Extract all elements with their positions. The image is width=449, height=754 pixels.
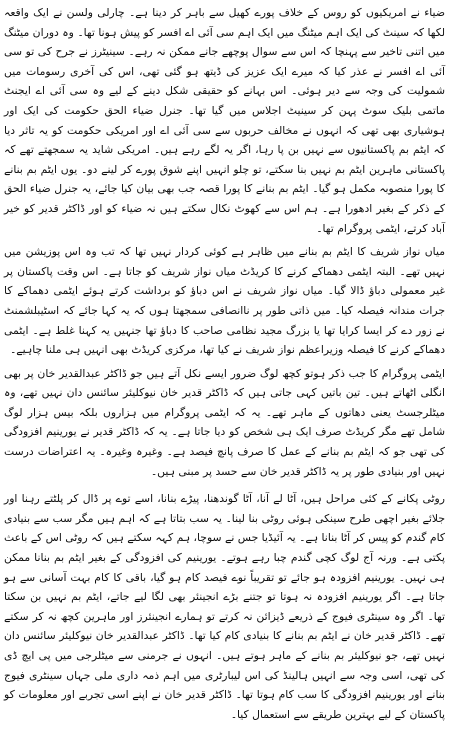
- paragraph: ضیاء نے امریکیوں کو روس کے خلاف پورے کھیل سے باہر کر دینا ہے۔ چارلی ولسن نے ایک واقعہ لکھا کہ سینٹ کی ایک اہم میٹنگ میں ایک اہم سی آئی اے افسر کو پیش ہونا تھا۔ وہ دوران میٹنگ میں اتنی تاخیر سے پہنچا کہ اس سے سوال پوچھے جانے ممکن نہ رہے۔ سینیٹرز نے جرح کی تو سی آئی اے افسر نے عذر کیا کہ میرے ایک عزیز کی ڈیتھ ہو گئی تھی، اس کی آخری رسومات میں شمولیت کی وجہ سے دیر ہوئی۔ اس بہانے کو حقیقی شکل دینے کے لیے وہ سی آئی اے ایجنٹ ماتمی بلیک سوٹ پہن کر سینیٹ اجلاس میں گیا تھا۔ جنرل ضیاء الحق حکومت کی ایک اور ہوشیاری بھی تھی کہ انہوں نے مخالف حربوں سے سی آئی اے اور امریکی حکومت کو یہ تاثر دیا کہ ایٹم بم پاکستانیوں سے نہیں بن پا رہا، اگر یہ لگے رہے ہیں۔ امریکی شاید یہ سمجھتے تھے کہ پاکستانی ماہرین ایٹم بم نہیں بنا سکتے، تو چلو انہیں اپنے شوق پورے کر لینے دو۔ یوں ایٹم بم بنانے کا پورا منصوبہ مکمل ہو گیا۔ ایٹم بم بنانے کا پورا قصہ جب بھی بیان کیا جائے، یہ جنرل ضیاء الحق کے ذکر کے بغیر ادھورا ہے۔ ہم اس سے کھوٹ نکال سکتے ہیں نہ ضیاء کو اور ڈاکٹر قدیر کو خیر آباد کرتے، ایٹمی پروگرام تھا۔: [4, 6, 445, 235]
- paragraph: روٹی پکانے کے کئی مراحل ہیں، آٹا لے آنا، آٹا گوندھنا، پیڑے بنانا، اسے توے پر ڈال کر پلٹتے رہنا اور جلائے بغیر اچھی طرح سینکی ہوئی روٹی بنا لینا۔ یہ سب بتاتا ہے کہ اہم ہیں مگر سب سے بنیادی کام گندم کو پیس کر آٹا بنانا ہے۔ یہ آئیڈیا جس نے سوچا، ہم کہہ سکتے ہیں کہ روٹی اس کے باعث پکتی ہے۔ ورنہ آج لوگ کچی گندم چبا رہے ہوتے۔ یورینیم کی افزودگی کے بغیر ایٹم بم بنانا ممکن ہی نہیں۔ یورینیم افزودہ ہو جائے تو تقریباً نوے فیصد کام ہو گیا، باقی کا کام بہت آسانی سے ہو جاتا ہے۔ اگر یورینیم افزودہ نہ ہوتا تو جتنے بڑے انجینئر بھی لگا لیے جاتے، ایٹم بم نہیں بن سکتا تھا۔ اگر وہ سینٹری فیوج کے ذریعے ڈیزائن نہ کرتے تو ہمارے انجینئرز اور ماہرین کچھ نہ کر سکتے تھے۔ ڈاکٹر قدیر خان نے ایٹم بم بنانے کا بنیادی کام کیا تھا۔ ڈاکٹر عبدالقدیر خان نیوکلیئر سائنس دان نہیں تھے، جو نیوکلیئر بم بنانے کے ماہر ہوتے ہیں۔ انہوں نے جرمنی سے میٹلرجی میں پی ایچ ڈی کی تھی، اسی وجہ سے انہیں ہالینڈ کی اس لیبارٹری میں اہم ذمہ داری ملی جہاں سینٹری فیوج بنانے اور یورینیم افزودگی کا سب کام ہوتا تھا۔ ڈاکٹر قدیر خان نے اپنے اسی تجربے اور معلومات کو پاکستان کے لیے بہترین طریقے سے استعمال کیا۔: [4, 492, 445, 721]
- paragraph: ایٹمی پروگرام کا جب ذکر ہوتو کچھ لوگ ضرور ایسے نکل آتے ہیں جو ڈاکٹر عبدالقدیر خان پر بھی انگلی اٹھاتے ہیں۔ تین باتیں کہی جاتی ہیں کہ ڈاکٹر قدیر خان نیوکلیئر سائنس دان نہیں تھے، وہ میٹلرجسٹ یعنی دھاتوں کے ماہر تھے۔ یہ کہ ایٹمی پروگرام میں ہزاروں بلکہ بیس ہزار لوگ شامل تھے مگر کریڈٹ صرف ایک ہی شخص کو دیا جاتا ہے۔ یہ کہ ڈاکٹر قدیر نے یورینیم افزودگی کی تھی جو کہ ایٹم بم بنانے کے عمل کا صرف پانچ فیصد ہے۔ وغیرہ وغیرہ۔ یہ اعتراضات درست نہیں اور بنیادی طور پر یہ ڈاکٹر قدیر خان سے حسد پر مبنی ہیں۔: [4, 366, 445, 478]
- paragraph: میاں نواز شریف کا ایٹم بم بنانے میں ظاہر ہے کوئی کردار نہیں تھا کہ تب وہ اس پوزیشن میں نہیں تھے۔ البتہ ایٹمی دھماکے کرنے کا کریڈٹ میاں نواز شریف کو جاتا ہے۔ اس وقت پاکستان پر غیر معمولی دباؤ ڈالا گیا۔ میاں نواز شریف نے اس دباؤ کو برداشت کرتے ہوئے ایٹمی دھماکے کا جرات مندانہ فیصلہ کیا۔ میں ذاتی طور پر ناانصافی سمجھتا ہوں کہ یہ کہا جائے کہ اسٹیبلشمنٹ نے زور دے کر ایسا کرایا تھا یا بزرگ مجید نظامی صاحب کا دباؤ تھا جنہیں یہ کہنا غلط ہے۔ ایٹمی دھماکے کرنے کا فیصلہ وزیراعظم نواز شریف نے کیا تھا، مرکزی کریڈٹ بھی انہیں ہی ملنا چاہیے۔: [4, 245, 445, 357]
